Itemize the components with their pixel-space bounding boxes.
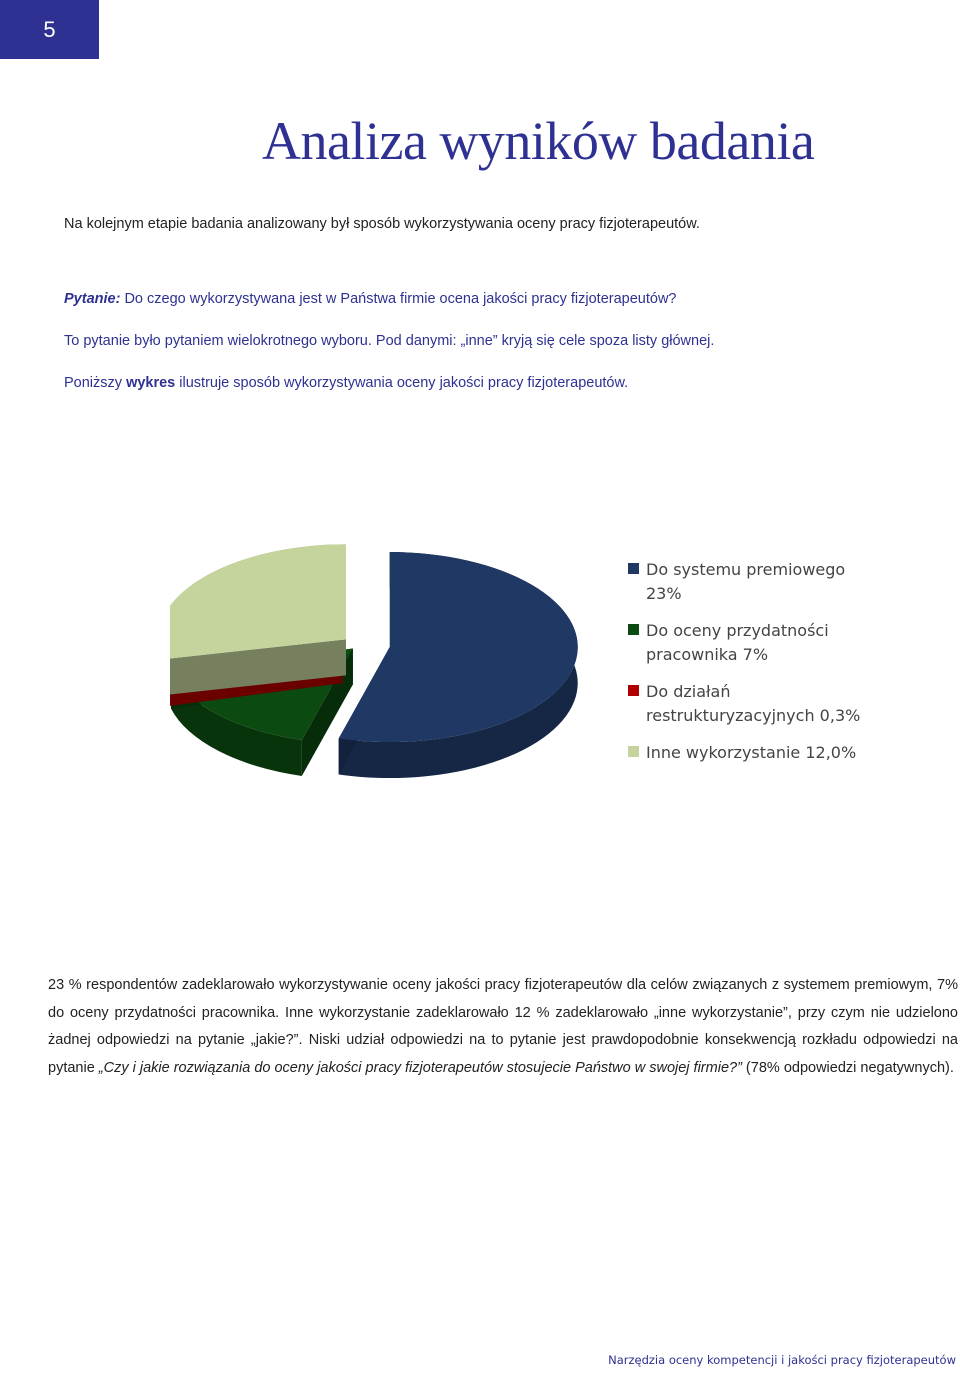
legend-item-0 bbox=[628, 558, 845, 606]
body-text-end: (78% odpowiedzi negatywnych). bbox=[741, 1060, 954, 1077]
legend-label-2: Do działań restrukturyzacyjnych 0,3% bbox=[646, 682, 861, 725]
multi-choice-note: To pytanie było pytaniem wielokrotnego wyboru. Pod danymi: „inne” kryją się cele spoza listy głównej. bbox=[64, 333, 715, 349]
pie-chart bbox=[170, 540, 590, 790]
legend-label-3: Inne wykorzystanie 12,0% bbox=[646, 743, 857, 762]
chart-note bbox=[64, 375, 628, 391]
legend-label-1: Do oceny przydatności pracownika 7% bbox=[646, 621, 829, 664]
page-title: Analiza wyników badania bbox=[262, 111, 815, 171]
chart-note-after: ilustruje sposób wykorzystywania oceny jakości pracy fizjoterapeutów. bbox=[175, 375, 629, 391]
pie-slice-0 bbox=[339, 552, 578, 778]
legend-swatch-0 bbox=[628, 563, 639, 574]
legend-item-2 bbox=[628, 680, 860, 728]
question-line bbox=[64, 291, 677, 307]
legend-label-0: Do systemu premiowego 23% bbox=[646, 560, 846, 603]
legend-swatch-2 bbox=[628, 685, 639, 696]
question-label: Pytanie: bbox=[64, 291, 121, 307]
intro-text: Na kolejnym etapie badania analizowany był sposób wykorzystywania oceny pracy fizjoterapeutów. bbox=[64, 216, 700, 232]
chart-note-before: Poniższy bbox=[64, 375, 127, 391]
body-text-italic: „Czy i jakie rozwiązania do oceny jakości pracy fizjoterapeutów stosujecie Państwo w swojej firmie?” bbox=[98, 1060, 742, 1077]
legend-item-3 bbox=[628, 741, 856, 765]
pie-slice-3 bbox=[170, 544, 346, 695]
legend-item-1 bbox=[628, 619, 829, 667]
page-number-badge: 5 bbox=[0, 0, 99, 59]
footer-text: Narzędzia oceny kompetencji i jakości pracy fizjoterapeutów bbox=[608, 1353, 956, 1367]
legend-swatch-3 bbox=[628, 746, 639, 757]
body-paragraph bbox=[48, 972, 958, 1083]
legend-swatch-1 bbox=[628, 624, 639, 635]
body-text-main: 23 % respondentów zadeklarowało wykorzystywanie oceny jakości pracy fizjoterapeutów dla celów związanych z systemem premiowym, 7% do oceny przydatności pracownika. Inne wykorzystanie zadeklarowało 12 % zadeklarowało „inne wykorzystanie”, przy czym nie udzielono żadnej odpowiedzi na pytanie „jakie?”. Niski udział odpowiedzi na to pytanie jest prawdopodobnie konsekwencją rozkładu odpowiedzi na pytanie bbox=[48, 977, 958, 1077]
chart-note-bold: wykres bbox=[126, 375, 176, 391]
question-text: Do czego wykorzystywana jest w Państwa firmie ocena jakości pracy fizjoterapeutów? bbox=[124, 291, 677, 307]
